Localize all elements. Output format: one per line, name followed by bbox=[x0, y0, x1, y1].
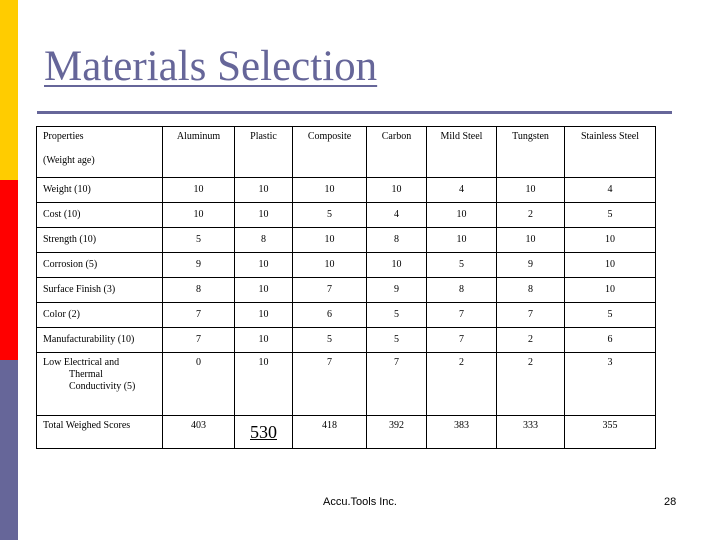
table-row bbox=[37, 303, 656, 328]
total-cell: 418 bbox=[293, 416, 367, 449]
table-cell: 8 bbox=[367, 228, 427, 253]
table-cell: 9 bbox=[163, 253, 235, 278]
total-cell: 383 bbox=[427, 416, 497, 449]
table-cell: 2 bbox=[497, 328, 565, 353]
row-label: Cost (10) bbox=[37, 203, 163, 228]
total-row bbox=[37, 416, 656, 449]
table-cell: 10 bbox=[497, 228, 565, 253]
table-cell: 5 bbox=[163, 228, 235, 253]
table-cell: 10 bbox=[367, 253, 427, 278]
total-cell-highlight bbox=[235, 416, 293, 449]
table-row bbox=[37, 353, 656, 416]
table-cell: 10 bbox=[235, 253, 293, 278]
table-cell: 10 bbox=[497, 178, 565, 203]
slide-title: Materials Selection bbox=[44, 43, 378, 90]
table-cell: 7 bbox=[293, 353, 367, 416]
table-cell: 4 bbox=[565, 178, 656, 203]
table-cell: 10 bbox=[367, 178, 427, 203]
page-number: 28 bbox=[664, 496, 677, 508]
table-cell: 2 bbox=[497, 353, 565, 416]
table-cell: 4 bbox=[367, 203, 427, 228]
header-col: Carbon bbox=[367, 127, 427, 178]
title-divider bbox=[37, 111, 672, 114]
table-cell: 6 bbox=[565, 328, 656, 353]
row-label: Low Electrical and Thermal Conductivity (5) bbox=[37, 353, 163, 416]
total-cell: 333 bbox=[497, 416, 565, 449]
table-cell: 10 bbox=[163, 203, 235, 228]
row-label: Strength (10) bbox=[37, 228, 163, 253]
table-cell: 10 bbox=[235, 328, 293, 353]
table-cell: 10 bbox=[293, 228, 367, 253]
winning-score: 530 bbox=[250, 422, 277, 442]
accent-bar-blue bbox=[0, 360, 18, 540]
accent-bar-red bbox=[0, 180, 18, 360]
header-properties: Properties (Weight age) bbox=[37, 127, 163, 178]
table-row bbox=[37, 328, 656, 353]
table-row bbox=[37, 228, 656, 253]
table-cell: 10 bbox=[235, 303, 293, 328]
table-cell: 5 bbox=[367, 303, 427, 328]
table-cell: 0 bbox=[163, 353, 235, 416]
table-row bbox=[37, 178, 656, 203]
footer-company: Accu.Tools Inc. bbox=[323, 496, 397, 508]
table-cell: 10 bbox=[565, 278, 656, 303]
row-label: Corrosion (5) bbox=[37, 253, 163, 278]
table-cell: 8 bbox=[163, 278, 235, 303]
table-cell: 2 bbox=[497, 203, 565, 228]
table-cell: 10 bbox=[163, 178, 235, 203]
table-cell: 4 bbox=[427, 178, 497, 203]
header-col: Tungsten bbox=[497, 127, 565, 178]
table-cell: 10 bbox=[235, 353, 293, 416]
table-cell: 5 bbox=[565, 303, 656, 328]
header-col: Plastic bbox=[235, 127, 293, 178]
table-cell: 10 bbox=[565, 228, 656, 253]
table-cell: 7 bbox=[163, 303, 235, 328]
table-cell: 10 bbox=[235, 278, 293, 303]
row-label: Weight (10) bbox=[37, 178, 163, 203]
table-cell: 10 bbox=[427, 203, 497, 228]
header-col: Stainless Steel bbox=[565, 127, 656, 178]
table-cell: 7 bbox=[497, 303, 565, 328]
table-cell: 10 bbox=[293, 253, 367, 278]
table-cell: 7 bbox=[163, 328, 235, 353]
table-cell: 7 bbox=[293, 278, 367, 303]
table-cell: 10 bbox=[235, 178, 293, 203]
table-row bbox=[37, 203, 656, 228]
table-cell: 8 bbox=[235, 228, 293, 253]
header-col: Mild Steel bbox=[427, 127, 497, 178]
table-header-row bbox=[37, 127, 656, 178]
table-row bbox=[37, 278, 656, 303]
row-label: Color (2) bbox=[37, 303, 163, 328]
table-row bbox=[37, 253, 656, 278]
table-cell: 5 bbox=[427, 253, 497, 278]
row-label: Manufacturability (10) bbox=[37, 328, 163, 353]
table-cell: 7 bbox=[427, 303, 497, 328]
table-cell: 10 bbox=[565, 253, 656, 278]
header-col: Composite bbox=[293, 127, 367, 178]
table-cell: 5 bbox=[293, 203, 367, 228]
table-cell: 3 bbox=[565, 353, 656, 416]
total-label: Total Weighed Scores bbox=[37, 416, 163, 449]
table-cell: 8 bbox=[497, 278, 565, 303]
total-cell: 355 bbox=[565, 416, 656, 449]
total-cell: 403 bbox=[163, 416, 235, 449]
table-cell: 10 bbox=[293, 178, 367, 203]
table-cell: 8 bbox=[427, 278, 497, 303]
table-cell: 9 bbox=[497, 253, 565, 278]
header-col: Aluminum bbox=[163, 127, 235, 178]
table-cell: 7 bbox=[427, 328, 497, 353]
materials-table bbox=[36, 126, 656, 449]
table-cell: 2 bbox=[427, 353, 497, 416]
accent-bar-yellow bbox=[0, 0, 18, 180]
table-cell: 5 bbox=[565, 203, 656, 228]
table-cell: 6 bbox=[293, 303, 367, 328]
table-cell: 7 bbox=[367, 353, 427, 416]
table-cell: 9 bbox=[367, 278, 427, 303]
table-cell: 5 bbox=[367, 328, 427, 353]
table-cell: 10 bbox=[235, 203, 293, 228]
table-cell: 5 bbox=[293, 328, 367, 353]
total-cell: 392 bbox=[367, 416, 427, 449]
table-cell: 10 bbox=[427, 228, 497, 253]
row-label: Surface Finish (3) bbox=[37, 278, 163, 303]
